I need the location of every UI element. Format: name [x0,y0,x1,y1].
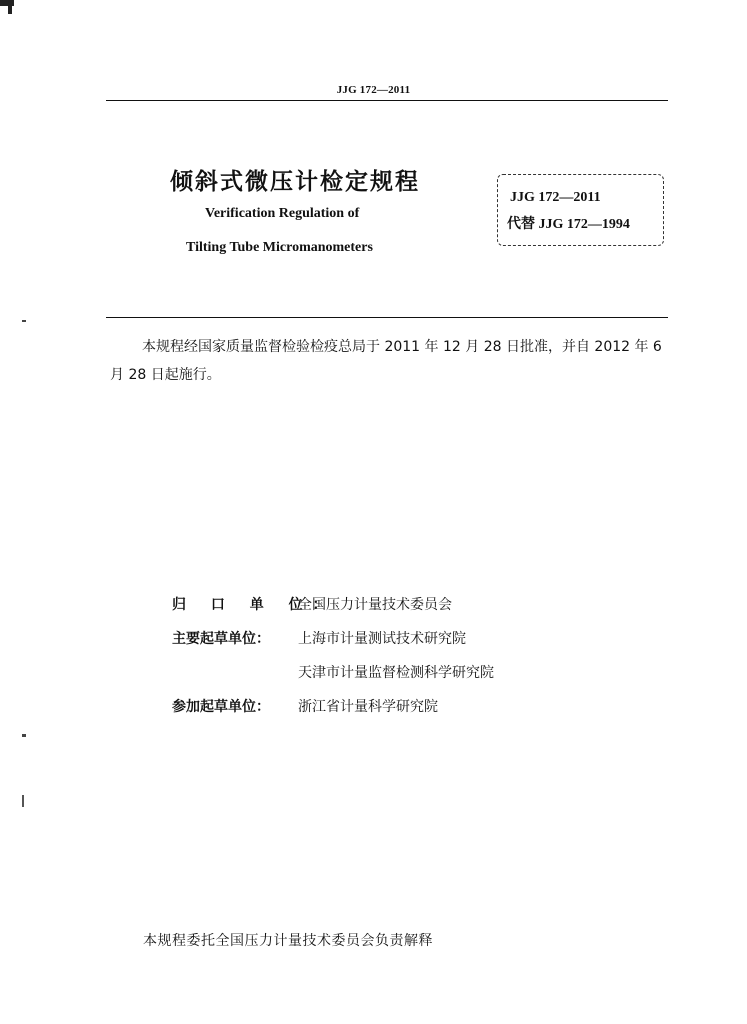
standard-code-replaces: 代替 JJG 172—1994 [507,217,630,232]
responsible-unit-value: 全国压力计量技术委员会 [298,597,452,613]
scan-artifact [8,0,12,14]
participating-unit-label: 参加起草单位： [172,699,270,715]
participating-unit-value: 浙江省计量科学研究院 [298,699,438,715]
main-drafting-unit-label: 主要起草单位： [172,631,270,647]
title-english-line2: Tilting Tube Micromanometers [186,240,373,255]
responsible-unit-label: 归 口 单 位： [172,597,337,613]
section-rule [106,317,668,318]
approval-statement: 本规程经国家质量监督检验检疫总局于 2011 年 12 月 28 日批准，并自 2012 年 6 月 28 日起施行。 [110,339,662,383]
running-header-code: JJG 172—2011 [336,84,411,96]
standard-code-box [497,174,664,246]
main-drafting-unit-value: 上海市计量测试技术研究院 [298,631,466,647]
scan-artifact [22,734,26,737]
interpretation-note: 本规程委托全国压力计量技术委员会负责解释 [143,933,433,949]
title-chinese: 倾斜式微压计检定规程 [170,169,420,195]
main-drafting-unit-value: 天津市计量监督检测科学研究院 [298,665,494,681]
main-drafting-unit-row-2 [172,662,494,682]
title-english-line1: Verification Regulation of [205,206,360,221]
participating-unit-row [172,696,438,716]
scan-artifact [22,320,26,322]
standard-code-current: JJG 172—2011 [510,190,601,205]
scan-artifact [22,795,24,807]
header-rule [106,100,668,101]
responsible-unit-row [172,594,452,614]
main-drafting-unit-row [172,628,466,648]
